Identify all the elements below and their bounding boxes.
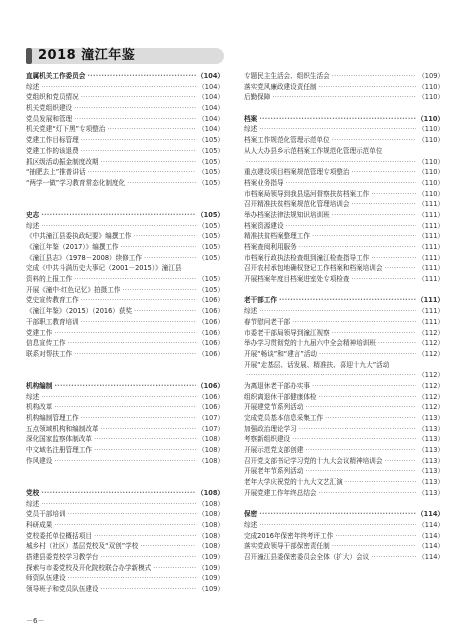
toc-entry-page: （113） bbox=[418, 456, 444, 465]
toc-entry[interactable] bbox=[26, 306, 224, 317]
toc-entry[interactable] bbox=[26, 584, 224, 595]
toc-entry-page: （105） bbox=[198, 243, 224, 251]
toc-section-heading[interactable] bbox=[244, 509, 444, 520]
toc-entry-title: 档案资源建设 ····· bbox=[244, 221, 416, 232]
toc-entry-page: （113） bbox=[418, 414, 444, 422]
toc-entry[interactable] bbox=[244, 146, 444, 157]
toc-entry[interactable] bbox=[244, 328, 444, 339]
toc-entry-page: （110） bbox=[418, 125, 444, 134]
toc-entry-title: 《中共潼江县委执政纪要》编撰工作 ····· bbox=[26, 231, 196, 242]
toc-entry-title: “抽肥去上”推普讲话 ····· bbox=[26, 167, 196, 178]
toc-entry[interactable] bbox=[244, 541, 444, 552]
toc-entry-title: 联系对帮扶工作 ····· bbox=[26, 349, 196, 360]
toc-entry-page: （105） bbox=[198, 275, 224, 284]
toc-entry-page: （112） bbox=[418, 349, 444, 358]
toc-entry-page: （111） bbox=[418, 307, 444, 316]
toc-entry-page: （114） bbox=[418, 531, 444, 540]
toc-entry-page: （114） bbox=[418, 552, 444, 561]
toc-entry[interactable] bbox=[244, 82, 444, 93]
toc-entry[interactable] bbox=[244, 71, 444, 82]
toc-entry[interactable] bbox=[244, 189, 444, 200]
toc-entry[interactable] bbox=[26, 552, 224, 563]
toc-spacer bbox=[26, 466, 224, 477]
toc-entry-page: （105） bbox=[198, 157, 224, 166]
toc-entry-page: （114） bbox=[418, 520, 444, 529]
toc-entry[interactable] bbox=[26, 295, 224, 306]
toc-entry-title: 党建工作 ····· bbox=[26, 328, 196, 339]
toc-entry-title: 春节慰问老干部 ····· bbox=[244, 317, 416, 328]
toc-entry-page: （110） bbox=[418, 93, 444, 102]
toc-entry-title: 党员干部培训 ····· bbox=[26, 509, 196, 520]
toc-entry[interactable] bbox=[26, 92, 224, 103]
toc-entry-title: 综述 ····· bbox=[26, 82, 196, 93]
toc-entry-title: 为离退休老干部办实事 ····· bbox=[244, 381, 416, 392]
toc-entry-title: 《潼江年鉴（2017）》编撰工作 ····· bbox=[26, 242, 196, 253]
toc-entry-page: （111） bbox=[418, 232, 444, 241]
toc-entry[interactable] bbox=[244, 242, 444, 253]
toc-entry-title: 党史宣传教育工作 ····· bbox=[26, 295, 196, 306]
toc-entry-page: （113） bbox=[418, 478, 444, 487]
toc-entry-page: （108） bbox=[198, 510, 224, 519]
toc-entry-page: （110） bbox=[418, 136, 444, 145]
toc-entry-title: 精准扶贫档案整理工作 ····· bbox=[244, 231, 416, 242]
toc-entry-page: （104） bbox=[198, 114, 224, 123]
toc-entry-page: （109） bbox=[198, 585, 224, 593]
toc-entry[interactable] bbox=[26, 573, 224, 584]
toc-entry-title bbox=[244, 157, 416, 168]
toc-entry-title: 完成党员基本信息采集工作 ····· bbox=[244, 413, 416, 424]
toc-entry-title: 史志 ····· bbox=[26, 210, 196, 221]
toc-entry-page: （106） bbox=[198, 339, 224, 348]
toc-entry[interactable] bbox=[26, 563, 224, 574]
toc-section-heading[interactable] bbox=[26, 71, 224, 82]
toc-entry-title: 完成《中共斗满历史大事记（2001－2015）》潼江县 bbox=[26, 264, 182, 273]
toc-entry[interactable] bbox=[244, 466, 444, 477]
toc-entry-title: 档案查阅利用服务 ····· bbox=[244, 242, 416, 253]
toc-entry[interactable] bbox=[244, 360, 444, 371]
toc-entry-title: 机构改革 ····· bbox=[26, 402, 196, 413]
toc-spacer bbox=[26, 370, 224, 381]
toc-entry-page: （105） bbox=[198, 221, 224, 230]
toc-entry-page: （113） bbox=[418, 446, 444, 455]
toc-entry[interactable] bbox=[26, 167, 224, 178]
toc-entry-title: 市档案局领导到我县巡河督察扶贫档案工作 ····· bbox=[244, 189, 416, 200]
toc-entry-page: （104） bbox=[198, 93, 224, 102]
toc-entry-page: （105） bbox=[198, 285, 224, 294]
toc-entry-title: 举办档案法律法规知识培训班 ····· bbox=[244, 210, 416, 221]
toc-entry-title: 五点领域机构和编制改革 ····· bbox=[26, 424, 196, 435]
toc-entry-title: 召开农村承包地确权登记工作档案和档案培训会 ····· bbox=[244, 263, 416, 274]
toc-entry[interactable] bbox=[244, 274, 444, 285]
toc-entry[interactable] bbox=[244, 370, 444, 381]
page-number: －6－ bbox=[26, 617, 45, 625]
toc-entry-page: （106） bbox=[198, 392, 224, 401]
toc-entry-title: 综述 ····· bbox=[244, 306, 416, 317]
toc-entry[interactable] bbox=[26, 402, 224, 413]
toc-entry[interactable] bbox=[244, 424, 444, 435]
toc-entry[interactable] bbox=[244, 456, 444, 467]
toc-entry-page: （104） bbox=[198, 125, 224, 134]
toc-entry-page: （110） bbox=[418, 168, 444, 177]
toc-entry[interactable] bbox=[244, 477, 444, 488]
toc-section-heading[interactable] bbox=[244, 114, 444, 125]
toc-entry-title: 考察新组织建设 ····· bbox=[244, 434, 416, 445]
toc-entry-page: （105） bbox=[198, 232, 224, 241]
toc-entry[interactable] bbox=[26, 253, 224, 264]
toc-entry[interactable] bbox=[26, 541, 224, 552]
toc-entry[interactable] bbox=[244, 253, 444, 264]
toc-entry-title: 城乡村（社区）基层党校及“双创”学校 ····· bbox=[26, 541, 196, 552]
toc-section-heading[interactable] bbox=[26, 210, 224, 221]
toc-entry[interactable] bbox=[26, 349, 224, 360]
toc-entry[interactable] bbox=[244, 135, 444, 146]
toc-entry[interactable] bbox=[244, 392, 444, 403]
toc-entry-title: 机构编制管理工作 ····· bbox=[26, 413, 196, 424]
toc-entry-page: （108） bbox=[198, 456, 224, 465]
toc-entry-page: （114） bbox=[418, 542, 444, 551]
toc-entry-title: 老干部工作 ····· bbox=[244, 295, 416, 306]
toc-entry[interactable] bbox=[26, 338, 224, 349]
toc-entry-title: 资料的上报工作 ····· bbox=[26, 274, 196, 285]
toc-entry[interactable] bbox=[244, 338, 444, 349]
toc-entry-title: 《潼江县志》（1978－2008）续修工作 ····· bbox=[26, 253, 196, 264]
toc-entry-page: （111） bbox=[418, 243, 444, 251]
toc-entry[interactable] bbox=[244, 199, 444, 210]
toc-entry[interactable] bbox=[244, 157, 444, 168]
toc-entry[interactable] bbox=[26, 424, 224, 435]
toc-entry-title: 开展“走基层、话发展、精准扶、喜迎十九大”活动 bbox=[244, 360, 390, 369]
toc-entry-title: 市委老干部局领导到潼江视察 ····· bbox=[244, 328, 416, 339]
toc-entry[interactable] bbox=[26, 263, 224, 274]
toc-entry-page: （113） bbox=[418, 435, 444, 444]
toc-entry-title: 中文域名注册管理工作 ····· bbox=[26, 445, 196, 456]
toc-entry-title: 重点建设项目档案规范管理专项整治 ····· bbox=[244, 167, 416, 178]
toc-spacer bbox=[244, 499, 444, 510]
toc-entry-title: 组织离退休干部健康体检 ····· bbox=[244, 392, 416, 403]
toc-entry-title: 综述 ····· bbox=[26, 221, 196, 232]
toc-entry-page: （105） bbox=[198, 178, 224, 187]
toc-entry[interactable] bbox=[244, 520, 444, 531]
toc-entry-title: 后勤保障 ····· bbox=[244, 92, 416, 103]
toc-entry[interactable] bbox=[244, 552, 444, 563]
toc-entry-title: 师资队伍建设 ····· bbox=[26, 573, 196, 584]
toc-entry-page: （105） bbox=[198, 253, 224, 262]
toc-entry-page: （110） bbox=[418, 157, 444, 166]
toc-entry-title bbox=[244, 370, 416, 381]
toc-entry-page: （112） bbox=[418, 339, 444, 348]
toc-entry[interactable] bbox=[26, 103, 224, 114]
toc-entry-title: 开展档案年度目档案进室处专项检查 ····· bbox=[244, 274, 416, 285]
toc-entry[interactable] bbox=[244, 445, 444, 456]
toc-entry-page: （108） bbox=[198, 435, 224, 444]
toc-entry-title: 召开潼江县委保密委员会全体（扩大）会议 ····· bbox=[244, 552, 416, 563]
toc-entry-title: 探索与市委党校及开化院校联合办学新模式 ····· bbox=[26, 563, 196, 574]
toc-entry-page: （113） bbox=[418, 467, 444, 476]
toc-entry-page: （106） bbox=[198, 317, 224, 326]
toc-entry-title: 党建工作目标管理 ····· bbox=[26, 135, 196, 146]
toc-entry-title: 直属机关工作委员会 ····· bbox=[26, 71, 196, 82]
toc-entry[interactable] bbox=[244, 413, 444, 424]
toc-entry-page: （111） bbox=[418, 317, 444, 326]
toc-left-column bbox=[26, 71, 224, 595]
toc-spacer bbox=[244, 103, 444, 114]
toc-entry-page: （106） bbox=[197, 381, 224, 390]
toc-spacer bbox=[26, 189, 224, 200]
toc-entry-title: 干部职工教育培训 ····· bbox=[26, 317, 196, 328]
toc-entry[interactable] bbox=[244, 210, 444, 221]
toc-entry-page: （111） bbox=[418, 253, 444, 262]
toc-entry[interactable] bbox=[26, 328, 224, 339]
toc-entry-page: （112） bbox=[418, 392, 444, 401]
toc-entry[interactable] bbox=[26, 434, 224, 445]
toc-entry-page: （108） bbox=[198, 542, 224, 551]
toc-entry-page: （113） bbox=[418, 488, 444, 497]
toc-entry[interactable] bbox=[244, 434, 444, 445]
toc-entry-page: （110） bbox=[418, 178, 444, 187]
toc-entry-title: 党员发展和管理 ····· bbox=[26, 114, 196, 125]
toc-entry-title: 领导班子和党员队伍建设 ····· bbox=[26, 584, 196, 595]
toc-entry-page: （105） bbox=[198, 168, 224, 177]
toc-entry-title: 专题民主生活会、组织生活会 ····· bbox=[244, 71, 416, 82]
toc-entry-page: （112） bbox=[418, 371, 444, 380]
toc-entry[interactable] bbox=[26, 509, 224, 520]
toc-entry[interactable] bbox=[26, 221, 224, 232]
toc-entry-title: 信息宣传工作 ····· bbox=[26, 338, 196, 349]
toc-entry-title: 档案工作规范化管理示范单位 ····· bbox=[244, 135, 416, 146]
toc-entry-title: 开展《潼中·红色记忆》拍摄工作 ····· bbox=[26, 285, 196, 296]
toc-entry[interactable] bbox=[244, 306, 444, 317]
toc-entry-title: 搭建县委党校学习教学台 ····· bbox=[26, 552, 196, 563]
toc-entry[interactable] bbox=[26, 146, 224, 157]
toc-entry[interactable] bbox=[244, 92, 444, 103]
toc-entry-page: （111） bbox=[418, 275, 444, 284]
toc-entry[interactable] bbox=[26, 456, 224, 467]
toc-entry-title: “两学一做”学习教育常态化制度化 ····· bbox=[26, 178, 196, 189]
toc-entry[interactable] bbox=[26, 135, 224, 146]
toc-entry-page: （106） bbox=[198, 403, 224, 412]
toc-entry-title: 市档案行政执法检查组到潼江检查指导工作 ····· bbox=[244, 253, 416, 264]
toc-entry-title: 完成2016年保密年终考评工作 ····· bbox=[244, 531, 416, 542]
toc-entry-page: （109） bbox=[198, 552, 224, 561]
toc-entry-title: 科研成果 ····· bbox=[26, 520, 196, 531]
toc-entry[interactable] bbox=[244, 381, 444, 392]
toc-entry-page: （112） bbox=[418, 381, 444, 390]
toc-entry-page: （104） bbox=[197, 72, 224, 80]
header-title: 2018 潼江年鉴 bbox=[38, 48, 136, 63]
toc-entry-title: 开展老年节系列活动 ····· bbox=[244, 466, 416, 477]
toc-entry-title: 党校 ····· bbox=[26, 488, 196, 499]
toc-entry-page: （113） bbox=[418, 424, 444, 433]
toc-spacer bbox=[244, 285, 444, 296]
toc-entry-title: 老年大学庆祝党的十九大文艺汇演 ····· bbox=[244, 477, 416, 488]
toc-entry-page: （105） bbox=[197, 210, 224, 219]
toc-entry[interactable] bbox=[26, 520, 224, 531]
toc-entry-title: 深化国家监察体制改革 ····· bbox=[26, 434, 196, 445]
toc-entry[interactable] bbox=[26, 392, 224, 403]
toc-entry-title: 开展建党节系列活动 ····· bbox=[244, 402, 416, 413]
toc-entry[interactable] bbox=[26, 157, 224, 168]
toc-entry[interactable] bbox=[26, 178, 224, 189]
toc-entry[interactable] bbox=[26, 274, 224, 285]
toc-entry-page: （109） bbox=[198, 574, 224, 583]
toc-entry-title: 落实党政领导干部保密责任制 ····· bbox=[244, 541, 416, 552]
toc-entry-title: 开展示范党支部创建 ····· bbox=[244, 445, 416, 456]
toc-section-heading[interactable] bbox=[26, 488, 224, 499]
toc-entry-page: （111） bbox=[417, 296, 444, 305]
toc-entry-title: 机关党建“灯下黑”专项整治 ····· bbox=[26, 124, 196, 135]
toc-entry-page: （111） bbox=[418, 210, 444, 219]
toc-entry[interactable] bbox=[26, 499, 224, 510]
toc-entry[interactable] bbox=[244, 349, 444, 360]
toc-entry[interactable] bbox=[26, 231, 224, 242]
toc-entry-page: （107） bbox=[198, 414, 224, 422]
toc-entry-title: 综述 ····· bbox=[26, 392, 196, 403]
toc-entry-title: 党组织和党员情况 ····· bbox=[26, 92, 196, 103]
toc-entry-title: 党校委托单位概括项目 ····· bbox=[26, 531, 196, 542]
toc-entry[interactable] bbox=[244, 221, 444, 232]
toc-entry-title: 召开精准扶贫档案规范化管理培训会 ····· bbox=[244, 199, 416, 210]
toc-entry-page: （107） bbox=[198, 424, 224, 433]
toc-entry-page: （110） bbox=[418, 189, 444, 198]
toc-entry-page: （106） bbox=[198, 307, 224, 316]
toc-entry-page: （111） bbox=[418, 200, 444, 209]
toc-entry-page: （112） bbox=[418, 403, 444, 412]
toc-entry-title: 加强政治理论学习 ····· bbox=[244, 424, 416, 435]
toc-entry-title: 综述 ····· bbox=[26, 499, 196, 510]
toc-entry-title: 综述 ····· bbox=[244, 520, 416, 531]
toc-entry-page: （108） bbox=[198, 520, 224, 529]
toc-entry[interactable] bbox=[244, 124, 444, 135]
toc-section-heading[interactable] bbox=[244, 295, 444, 306]
toc-entry-page: （112） bbox=[418, 328, 444, 337]
toc-entry-page: （109） bbox=[198, 563, 224, 572]
toc-entry-page: （104） bbox=[198, 104, 224, 113]
toc-entry-page: （109） bbox=[418, 72, 444, 80]
toc-spacer bbox=[26, 477, 224, 488]
toc-entry-title: 《潼江年鉴》（2015）（2016）获奖 ····· bbox=[26, 306, 196, 317]
toc-entry-page: （108） bbox=[198, 446, 224, 455]
toc-entry-page: （111） bbox=[418, 221, 444, 230]
toc-entry-page: （111） bbox=[418, 264, 444, 273]
toc-entry-title: 机构编制 ····· bbox=[26, 381, 196, 392]
toc-entry[interactable] bbox=[244, 531, 444, 542]
toc-entry-page: （106） bbox=[198, 296, 224, 305]
toc-entry[interactable] bbox=[26, 445, 224, 456]
toc-entry-page: （106） bbox=[198, 349, 224, 358]
toc-entry-page: （105） bbox=[198, 146, 224, 155]
toc-entry[interactable] bbox=[26, 317, 224, 328]
toc-entry[interactable] bbox=[26, 531, 224, 542]
toc-entry-title: 开展党建工作年终总结会 ····· bbox=[244, 488, 416, 499]
toc-entry-title: 档案业务指导 ····· bbox=[244, 178, 416, 189]
toc-entry[interactable] bbox=[26, 285, 224, 296]
toc-entry[interactable] bbox=[244, 263, 444, 274]
toc-entry-page: （108） bbox=[198, 499, 224, 508]
toc-entry-title: 落实党风廉政建设责任制 ····· bbox=[244, 82, 416, 93]
toc-right-column bbox=[244, 71, 444, 563]
toc-entry-page: （104） bbox=[198, 82, 224, 91]
toc-entry-page: （105） bbox=[198, 136, 224, 145]
toc-spacer bbox=[26, 360, 224, 371]
toc-entry-title: 从人大办县乡示范档案工作规范化管理示范单位 bbox=[244, 146, 383, 155]
toc-entry[interactable] bbox=[244, 178, 444, 189]
header-accent-bar bbox=[26, 48, 32, 64]
toc-entry-title: 机关党组织建设 ····· bbox=[26, 103, 196, 114]
toc-entry-page: （108） bbox=[198, 531, 224, 540]
toc-entry-title: 抓区级活动振金制度改期 ····· bbox=[26, 157, 196, 168]
toc-entry-page: （110） bbox=[418, 82, 444, 91]
toc-entry-page: （108） bbox=[197, 488, 224, 497]
toc-entry-title: 档案 ····· bbox=[244, 114, 416, 125]
toc-entry-page: （114） bbox=[417, 510, 444, 519]
toc-entry[interactable] bbox=[26, 242, 224, 253]
toc-entry-title: 综述 ····· bbox=[244, 124, 416, 135]
toc-entry-page: （106） bbox=[198, 328, 224, 337]
toc-entry[interactable] bbox=[26, 82, 224, 93]
toc-spacer bbox=[26, 199, 224, 210]
toc-section-heading[interactable] bbox=[26, 381, 224, 392]
toc-entry[interactable] bbox=[26, 413, 224, 424]
toc-entry-title: 开展“畅谈”和“建言”活动 ····· bbox=[244, 349, 416, 360]
toc-entry-title: 举办学习贯彻党的十九届六中全会精神培训班 ····· bbox=[244, 338, 416, 349]
toc-entry[interactable] bbox=[244, 317, 444, 328]
toc-entry[interactable] bbox=[244, 231, 444, 242]
toc-entry-title: 作风建设 ····· bbox=[26, 456, 196, 467]
toc-entry[interactable] bbox=[244, 402, 444, 413]
yearbook-header bbox=[26, 44, 234, 66]
toc-entry-title: 保密 ····· bbox=[244, 509, 416, 520]
toc-entry[interactable] bbox=[244, 488, 444, 499]
toc-entry[interactable] bbox=[26, 124, 224, 135]
toc-entry[interactable] bbox=[26, 114, 224, 125]
toc-entry[interactable] bbox=[244, 167, 444, 178]
toc-entry-title: 党建工作的该退费 ····· bbox=[26, 146, 196, 157]
toc-entry-title: 召开党支部书记学习党的十九大会议精神培训会 ····· bbox=[244, 456, 416, 467]
toc-entry-page: （110） bbox=[417, 114, 444, 123]
